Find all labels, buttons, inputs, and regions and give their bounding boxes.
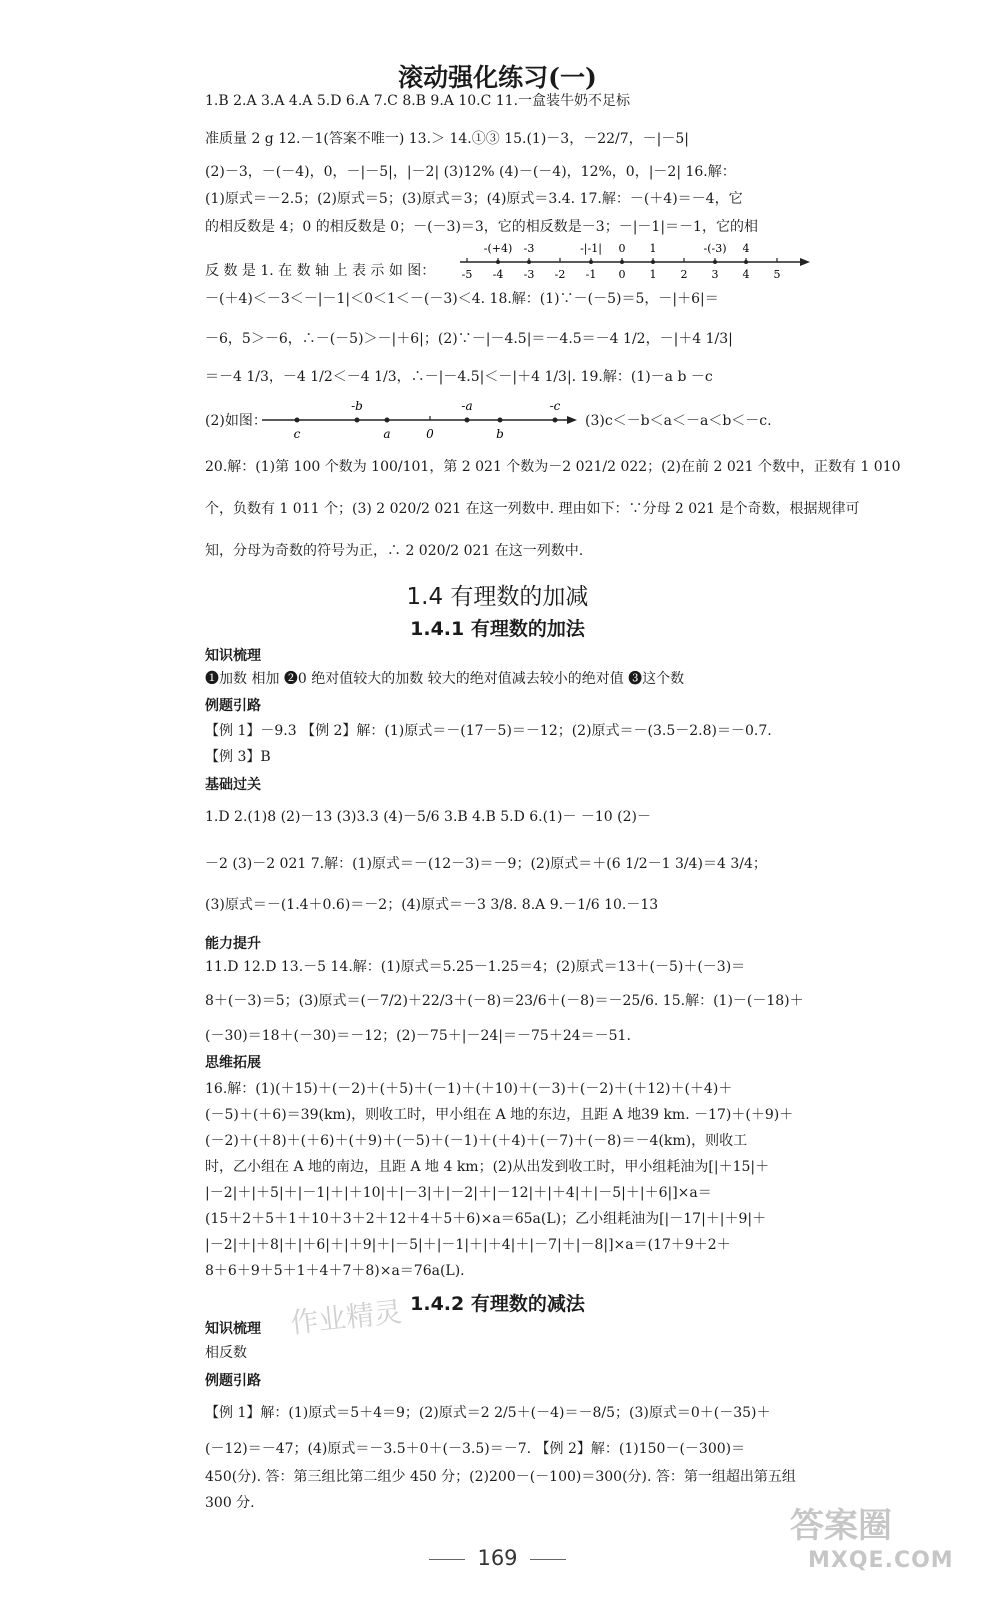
point xyxy=(496,260,500,264)
practice-title: 滚动强化练习(一) xyxy=(398,63,597,92)
point-label: -|-1| xyxy=(580,242,602,255)
point-label: -b xyxy=(351,399,363,413)
practice-line: －(＋4)＜－3＜－|－1|＜0＜1＜－(－3)＜4. 18.解：(1)∵－(－5)＝5，－|＋6|＝ xyxy=(205,291,719,307)
point xyxy=(385,418,390,423)
examples-label: 例题引路 xyxy=(205,698,261,714)
tick-label: -2 xyxy=(554,268,566,281)
basics-line: 1.D 2.(1)8 (2)－13 (3)3.3 (4)－5/6 3.B 4.B 5.D 6.(1)－ －10 (2)－ xyxy=(205,809,651,825)
example-line: 【例 1】解：(1)原式＝5＋4＝9；(2)原式＝2 2/5＋(－4)＝－8/5；(3)原式＝0＋(－35)＋ xyxy=(205,1405,771,1421)
ability-line: (－30)＝18＋(－30)＝－12；(2)－75＋|－24|＝－75＋24＝－51. xyxy=(205,1028,631,1044)
point-label: -(+4) xyxy=(483,242,513,255)
practice-line: 准质量 2 g 12.－1(答案不唯一) 13.＞ 14.①③ 15.(1)－3，－22/7，－|－5| xyxy=(205,131,689,147)
point-label: -(-3) xyxy=(703,242,727,255)
thinking-line: |－2|＋|＋8|＋|＋6|＋|＋9|＋|－5|＋|－1|＋|＋4|＋|－7|＋|－8|]×a＝(17＋9＋2＋ xyxy=(205,1237,731,1253)
point xyxy=(295,418,300,423)
example-line: 【例 3】B xyxy=(205,749,271,765)
example-line: 450(分). 答：第三组比第二组少 450 分；(2)200－(－100)＝300(分). 答：第一组超出第五组 xyxy=(205,1469,796,1485)
knowledge-label: 知识梳理 xyxy=(205,1321,261,1337)
knowledge-label: 知识梳理 xyxy=(205,648,261,664)
practice-line: (1)原式＝－2.5；(2)原式＝5；(3)原式＝3；(4)原式＝3.4. 17.解：－(＋4)＝－4，它 xyxy=(205,191,743,207)
page-number-row xyxy=(0,1546,995,1570)
point-label: -c xyxy=(549,399,561,413)
ability-line: 11.D 12.D 13.－5 14.解：(1)原式＝5.25－1.25＝4；(2)原式＝13＋(－5)＋(－3)＝ xyxy=(205,959,746,975)
tick-label: 0 xyxy=(618,268,626,281)
section-title: 1.4 有理数的加减 xyxy=(406,584,589,610)
example-line: 300 分. xyxy=(205,1495,255,1511)
point-label: a xyxy=(383,427,391,441)
thinking-label: 思维拓展 xyxy=(205,1055,261,1071)
point-label: 0 xyxy=(618,242,626,255)
practice-line: 个，负数有 1 011 个；(3) 2 020/2 021 在这一列数中. 理由如下：∵分母 2 021 是个奇数，根据规律可 xyxy=(205,501,860,517)
point xyxy=(553,418,558,423)
practice-line: 1.B 2.A 3.A 4.A 5.D 6.A 7.C 8.B 9.A 10.C 11.一盒装牛奶不足标 xyxy=(205,93,631,109)
tick-label: -4 xyxy=(492,268,504,281)
practice-line: 知，分母为奇数的符号为正，∴ 2 020/2 021 在这一列数中. xyxy=(205,543,584,559)
examples-label: 例题引路 xyxy=(205,1373,261,1389)
point-label: 4 xyxy=(742,242,750,255)
thinking-line: 8＋6＋9＋5＋1＋4＋7＋8)×a＝76a(L). xyxy=(205,1263,465,1279)
point xyxy=(589,260,593,264)
knowledge-text: 相反数 xyxy=(205,1345,247,1361)
subsection-title-2: 1.4.2 有理数的减法 xyxy=(410,1293,585,1315)
practice-line: －6，5＞－6，∴－(－5)＞－|＋6|；(2)∵－|－4.5|＝－4.5＝－4 1/2，－|＋4 1/3| xyxy=(205,331,733,347)
example-line: 【例 1】－9.3 【例 2】解：(1)原式＝－(17－5)＝－12；(2)原式＝－(3.5－2.8)＝－0.7. xyxy=(205,723,772,739)
practice-line: ＝－4 1/3，－4 1/2＜－4 1/3，∴－|－4.5|＜－|＋4 1/3|. 19.解：(1)－a b －c xyxy=(205,369,713,385)
logo-url: MXQE.COM xyxy=(808,1548,954,1573)
practice-line: (2)如图： xyxy=(205,413,267,429)
practice-line: 反 数 是 1. 在 数 轴 上 表 示 如 图： xyxy=(205,263,436,279)
knowledge-text: ❶加数 相加 ❷0 绝对值较大的加数 较大的绝对值减去较小的绝对值 ❸这个数 xyxy=(205,671,685,687)
point-label: 0 xyxy=(426,427,434,441)
watermark: 作业精灵 xyxy=(288,1295,404,1340)
point-label: b xyxy=(496,427,504,441)
practice-line: 的相反数是 4；0 的相反数是 0；－(－3)＝3，它的相反数是－3；－|－1|＝－1，它的相 xyxy=(205,219,758,235)
thinking-line: |－2|＋|＋5|＋|－1|＋|＋10|＋|－3|＋|－2|＋|－12|＋|＋4|＋|－5|＋|＋6|]×a＝ xyxy=(205,1185,712,1201)
tick-label: -1 xyxy=(585,268,597,281)
point xyxy=(465,418,470,423)
point xyxy=(527,260,531,264)
subsection-title-1: 1.4.1 有理数的加法 xyxy=(410,618,585,640)
tick-label: -3 xyxy=(523,268,535,281)
point xyxy=(498,418,503,423)
point-label: -a xyxy=(461,399,473,413)
practice-line: 20.解：(1)第 100 个数为 100/101，第 2 021 个数为－2 021/2 022；(2)在前 2 021 个数中，正数有 1 010 xyxy=(205,459,901,475)
point xyxy=(713,260,717,264)
thinking-line: 时，乙小组在 A 地的南边，且距 A 地 4 km；(2)从出发到收工时，甲小组耗油为[|＋15|＋ xyxy=(205,1159,770,1175)
number-line-2 xyxy=(262,398,582,442)
thinking-line: (15＋2＋5＋1＋10＋3＋2＋12＋4＋5＋6)×a＝65a(L)；乙小组耗油为[|－17|＋|＋9|＋ xyxy=(205,1211,767,1227)
page-number: 169 xyxy=(477,1546,518,1570)
tick-label: 2 xyxy=(680,268,688,281)
tick-label: 5 xyxy=(773,268,781,281)
thinking-line: (－2)＋(＋8)＋(＋6)＋(＋9)＋(－5)＋(－1)＋(＋4)＋(－7)＋(－8)＝－4(km)，则收工 xyxy=(205,1133,748,1149)
point-label: -3 xyxy=(523,242,535,255)
point xyxy=(744,260,748,264)
example-line: (－12)＝－47；(4)原式＝－3.5＋0＋(－3.5)＝－7. 【例 2】解：(1)150－(－300)＝ xyxy=(205,1441,746,1457)
point-label: 1 xyxy=(649,242,657,255)
basics-line: (3)原式＝－(1.4＋0.6)＝－2；(4)原式＝－3 3/8. 8.A 9.－1/6 10.－13 xyxy=(205,897,659,913)
point xyxy=(651,260,655,264)
tick-label: 4 xyxy=(742,268,750,281)
tick-label: -5 xyxy=(461,268,473,281)
basics-label: 基础过关 xyxy=(205,777,261,793)
practice-line: (2)－3，－(－4)，0，－|－5|，|－2| (3)12% (4)－(－4)，12%，0，|－2| 16.解： xyxy=(205,164,736,180)
tick-label: 3 xyxy=(711,268,719,281)
ability-line: 8＋(－3)＝5；(3)原式＝(－7/2)＋22/3＋(－8)＝23/6＋(－8)＝－25/6. 15.解：(1)－(－18)＋ xyxy=(205,993,804,1009)
logo-watermark: 答案圈 xyxy=(790,1506,892,1546)
number-line-2-conclusion: (3)c＜－b＜a＜－a＜b＜－c. xyxy=(585,413,772,429)
thinking-line: 16.解：(1)(＋15)＋(－2)＋(＋5)＋(－1)＋(＋10)＋(－3)＋(－2)＋(＋12)＋(＋4)＋ xyxy=(205,1081,733,1097)
point xyxy=(355,418,360,423)
ability-label: 能力提升 xyxy=(205,936,261,952)
point-label: c xyxy=(293,427,301,441)
basics-line: －2 (3)－2 021 7.解：(1)原式＝－(12－3)＝－9；(2)原式＝＋(6 1/2－1 3/4)＝4 3/4； xyxy=(205,856,767,872)
number-line-1 xyxy=(455,240,815,288)
thinking-line: (－5)＋(＋6)＝39(km)，则收工时，甲小组在 A 地的东边，且距 A 地39 km. －17)＋(＋9)＋ xyxy=(205,1107,794,1123)
tick-label: 1 xyxy=(649,268,657,281)
point xyxy=(620,260,624,264)
